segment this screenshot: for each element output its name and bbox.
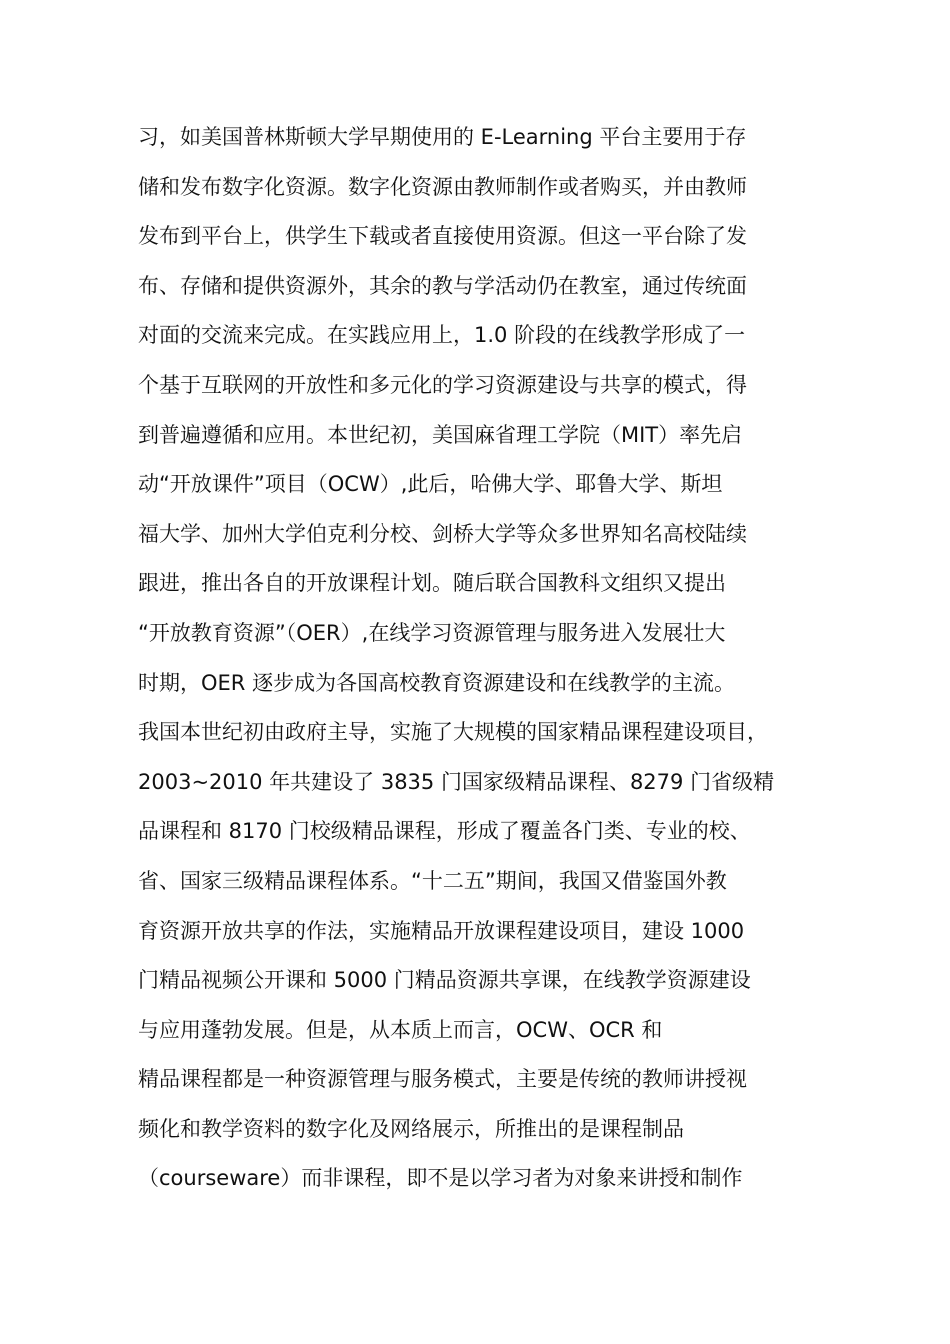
text-line: （courseware）而非课程，即不是以学习者为对象来讲授和制作 xyxy=(138,1166,743,1191)
text-line: 时期，OER 逐步成为各国高校教育资源建设和在线教学的主流。 xyxy=(138,670,736,695)
text-line: 2003~2010 年共建设了 3835 门国家级精品课程、8279 门省级精 xyxy=(138,769,775,794)
text-line: 我国本世纪初由政府主导，实施了大规模的国家精品课程建设项目， xyxy=(138,720,768,745)
text-line: 门精品视频公开课和 5000 门精品资源共享课，在线教学资源建设 xyxy=(138,968,751,993)
text-line: 品课程和 8170 门校级精品课程，形成了覆盖各门类、专业的校、 xyxy=(138,819,751,844)
text-line: 跟进，推出各自的开放课程计划。随后联合国教科文组织又提出 xyxy=(138,571,726,596)
text-line: 与应用蓬勃发展。但是，从本质上而言，OCW、OCR 和 xyxy=(138,1017,663,1042)
text-line: 个基于互联网的开放性和多元化的学习资源建设与共享的模式，得 xyxy=(138,372,747,397)
text-line: 布、存储和提供资源外，其余的教与学活动仍在教室，通过传统面 xyxy=(138,273,747,298)
text-line: 发布到平台上，供学生下载或者直接使用资源。但这一平台除了发 xyxy=(138,224,747,249)
text-line: 习，如美国普林斯顿大学早期使用的 E-Learning 平台主要用于存 xyxy=(138,125,747,149)
text-line: 育资源开放共享的作法，实施精品开放课程建设项目，建设 1000 xyxy=(138,918,745,943)
text-line: 动“开放课件”项目（OCW）,此后，哈佛大学、耶鲁大学、斯坦 xyxy=(138,472,723,497)
text-line: 对面的交流来完成。在实践应用上，1.0 阶段的在线教学形成了一 xyxy=(138,323,746,348)
body-text xyxy=(138,113,828,1204)
text-line: 频化和教学资料的数字化及网络展示，所推出的是课程制品 xyxy=(138,1116,684,1141)
text-line: 福大学、加州大学伯克利分校、剑桥大学等众多世界知名高校陆续 xyxy=(138,521,747,546)
text-line: 储和发布数字化资源。数字化资源由教师制作或者购买，并由教师 xyxy=(138,174,747,199)
text-line: 精品课程都是一种资源管理与服务模式，主要是传统的教师讲授视 xyxy=(138,1067,747,1092)
text-line: 省、国家三级精品课程体系。“十二五”期间，我国又借鉴国外教 xyxy=(138,868,727,893)
text-line: 到普遍遵循和应用。本世纪初，美国麻省理工学院（MIT）率先启 xyxy=(138,422,743,447)
text-line: “开放教育资源”（OER）,在线学习资源管理与服务进入发展壮大 xyxy=(138,620,726,645)
